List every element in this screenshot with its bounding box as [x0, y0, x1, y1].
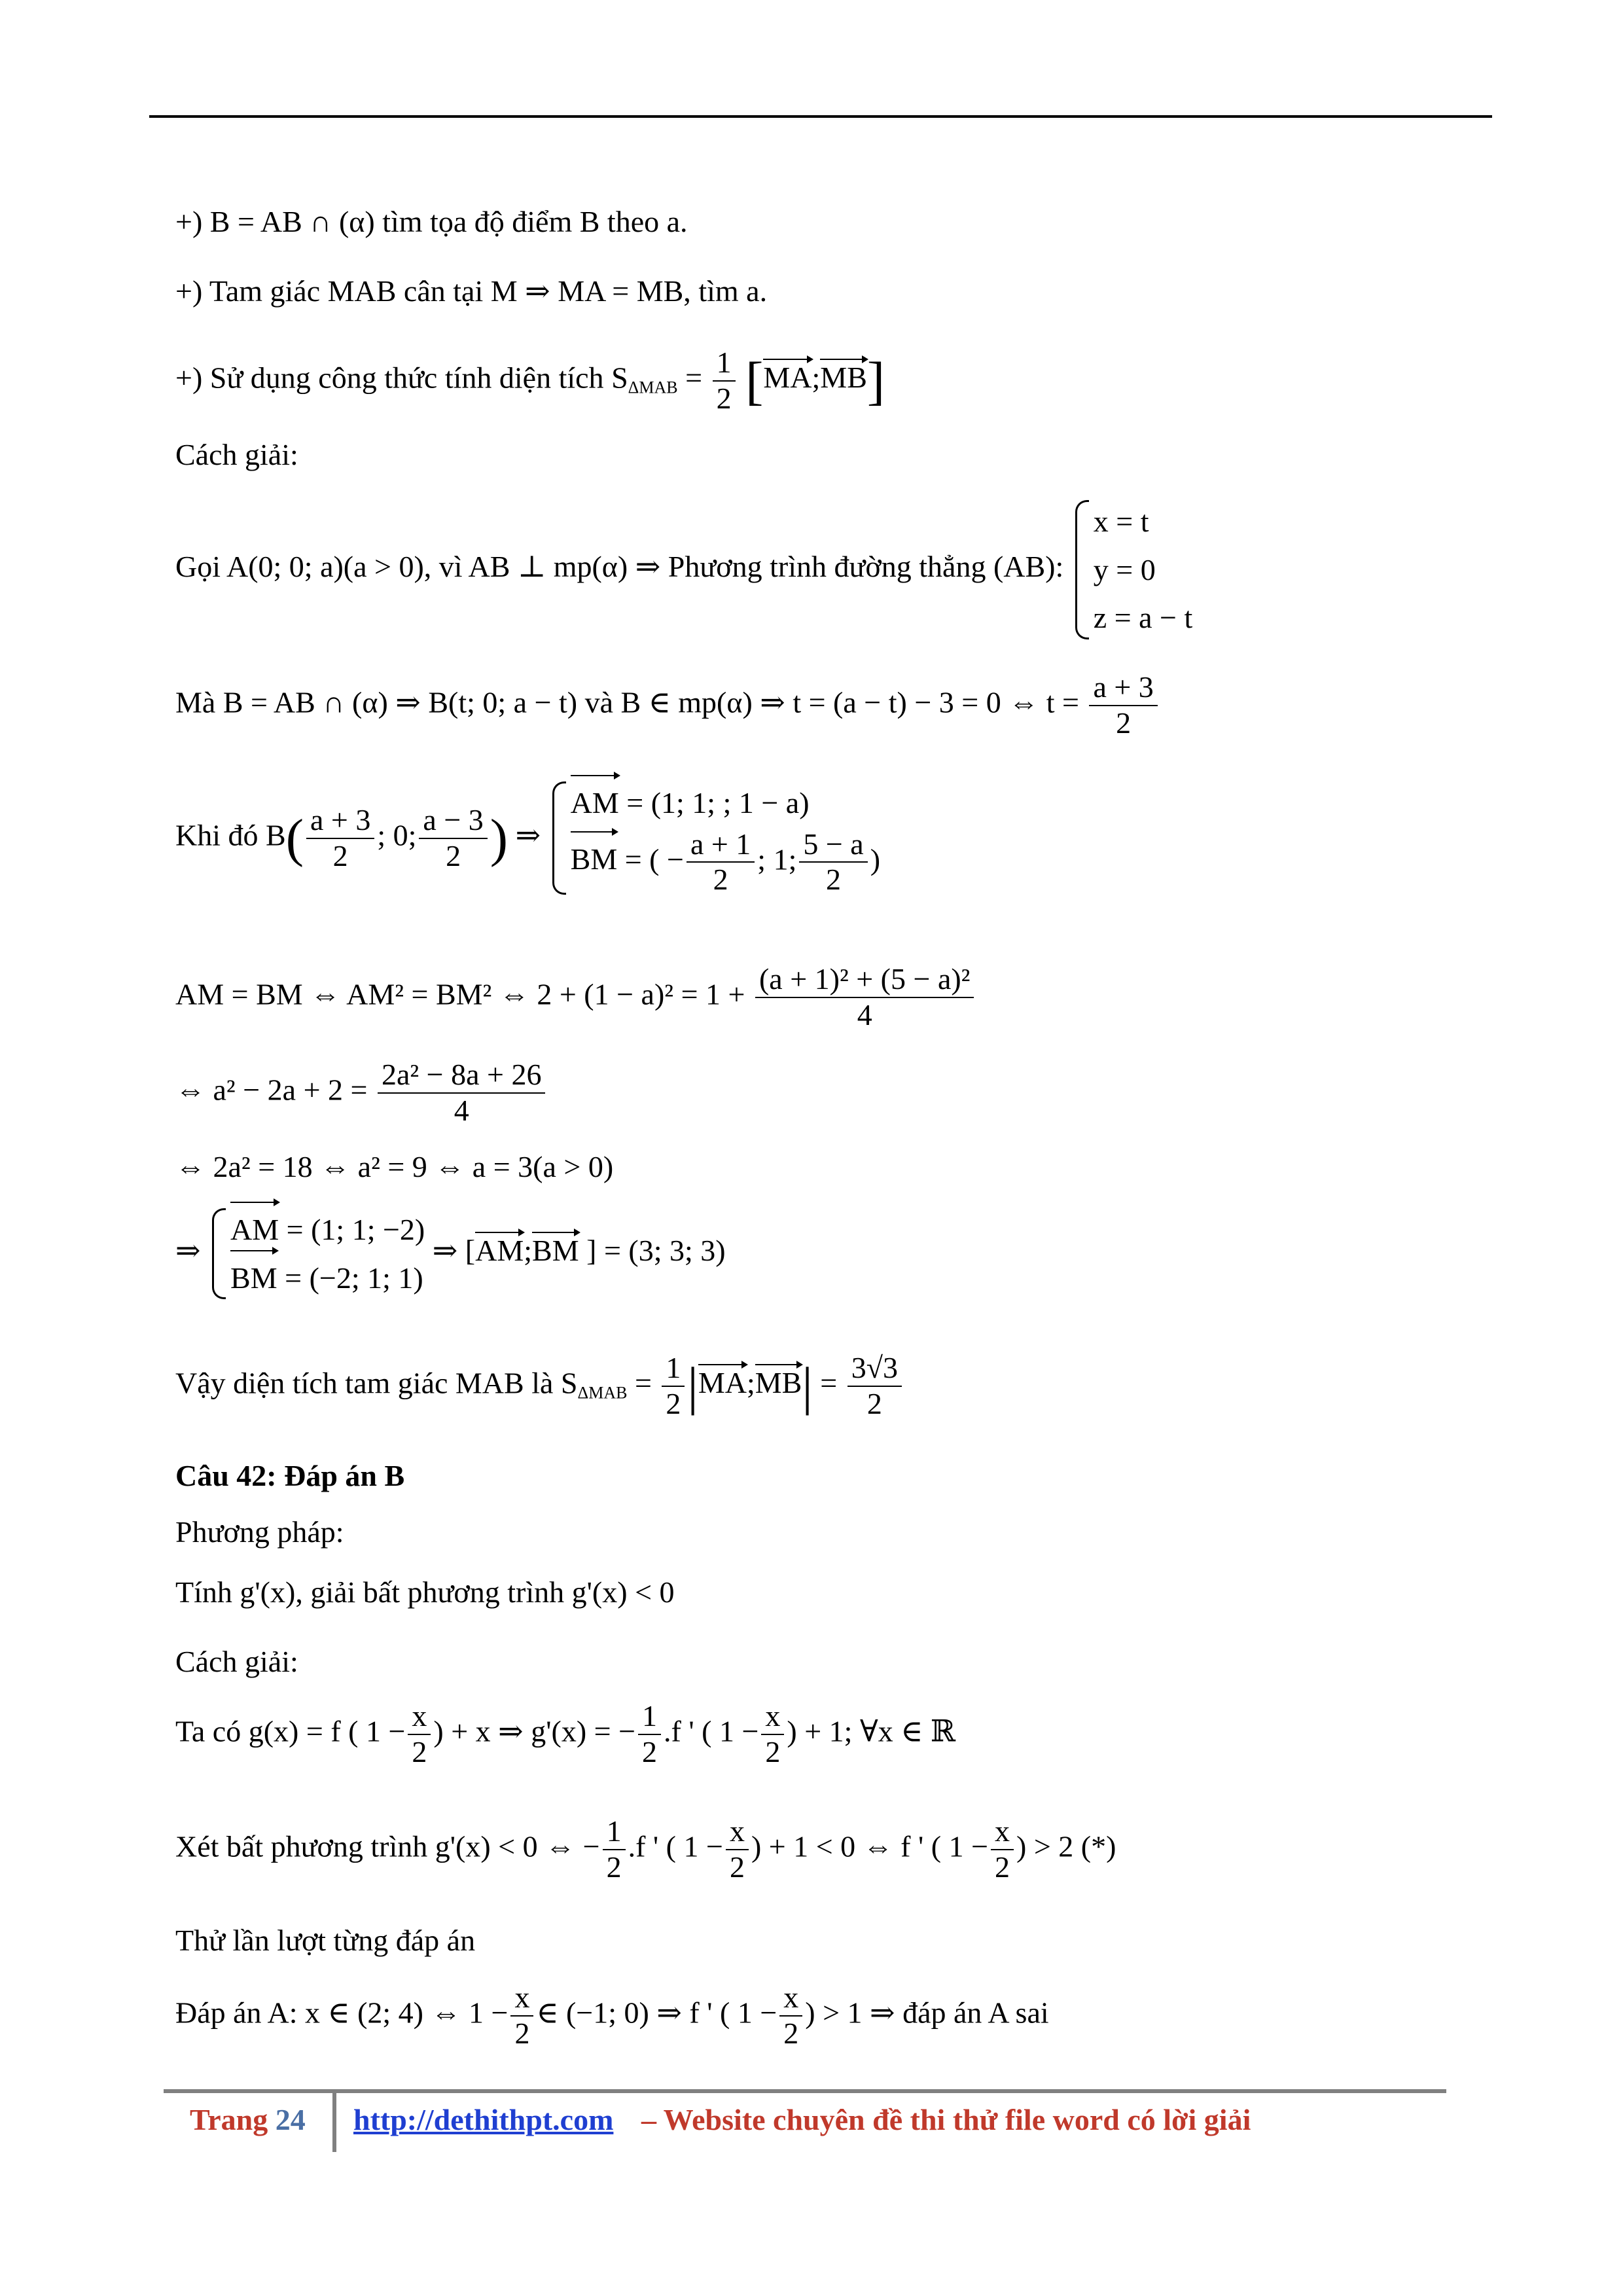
text: tìm a. [690, 274, 768, 308]
line-10: ⇔ 2a² = 18 ⇔ a² = 9 ⇔ a = 3(a > 0) [175, 1150, 614, 1183]
line-4: Cách giải: [175, 438, 298, 471]
footer-tagline: – Website chuyên đề thi thử file word có lời giải [641, 2103, 1251, 2136]
text: Gọi [175, 549, 221, 583]
line-7: Khi đó B( $\frac{a + 3}{2}$ ; 0; $\frac{a - 3}{2}$ ) ⇒ AM = (1; 1; ; 1 − a) BM = ( − $\frac{a + 1}{2}$ ; 1; $\frac{5 - a}{2}$ ) [175, 779, 880, 897]
text: +) Sử dụng công thức tính diện tích [175, 361, 604, 395]
math: ⇔ a² − 2a + 2 = [175, 1073, 368, 1107]
line-9 [175, 1058, 548, 1128]
text: Mà [175, 685, 216, 719]
footer-divider [332, 2093, 336, 2152]
fraction: $\frac{3√3}{2}$ [847, 1351, 902, 1422]
line-14: Phương pháp: [175, 1515, 344, 1549]
fraction: $\frac{1}{2}$ [662, 1351, 685, 1422]
text: +) Tam giác MAB cân tại [175, 274, 484, 308]
subscript: ΔMAB [628, 378, 678, 397]
line-5 [175, 497, 1192, 642]
text: Khi đó [175, 818, 259, 852]
page-number: Trang 24 [190, 2103, 306, 2136]
fraction: $\frac{\text{(a + 1)² + (5 − a)²}}{4}$ [755, 962, 974, 1033]
math: ⇒ [515, 818, 541, 852]
line-1 [175, 207, 688, 237]
line-17: Ta có g(x) = f ( 1 − $\frac{x}{2}$ ) + x ⇒ g'(x) = − $\frac{1}{2}$ .f ' ( 1 − $\frac{x}{2}$ ) + 1; ∀x ∈ ℝ [175, 1699, 955, 1768]
line-20: Đáp án A: x ∈ (2; 4) ⇔ 1 − $\frac{x}{2}$ ∈ (−1; 0) ⇒ f ' ( 1 − $\frac{x}{2}$ ) > 1 ⇒ đáp án A sai [175, 1981, 1049, 2050]
text: Vậy diện tích tam giác MAB là [175, 1366, 554, 1400]
math: M ⇒ MA = MB, [490, 274, 691, 308]
line-11: ⇒ AM = (1; 1; −2) BM = (−2; 1; 1) ⇒ [AM;BM ] = (3; 3; 3) [175, 1206, 726, 1302]
line-18: Xét bất phương trình g'(x) < 0 ⇔ − $\frac{1}{2}$ .f ' ( 1 − $\frac{x}{2}$ ) + 1 < 0 ⇔ f ' ( 1 − $\frac{x}{2}$ ) > 2 (*) [175, 1814, 1116, 1884]
math: ⇒ [175, 1234, 201, 1268]
fraction: $\frac{1}{2}$ [713, 346, 736, 416]
line-19: Thử lần lượt từng đáp án [175, 1924, 476, 1957]
math: A(0; 0; a)(a > 0), vì AB ⊥ mp(α) ⇒ [226, 549, 661, 583]
line-2 [175, 276, 767, 306]
math: S [611, 361, 628, 395]
math: = [685, 361, 703, 395]
header-rule [149, 115, 1492, 118]
text: tìm tọa độ điểm B theo a. [374, 205, 688, 238]
subscript: ΔMAB [577, 1383, 628, 1403]
line-6 [175, 670, 1160, 741]
footer-rule [164, 2089, 1446, 2093]
equation-system: AM = (1; 1; ; 1 − a) BM = ( − $\frac{a + 1}{2}$ ; 1; $\frac{5 - a}{2}$ ) [548, 779, 880, 897]
math: B = AB ∩ (α) [209, 205, 375, 238]
math: B [266, 818, 286, 852]
math: B = AB ∩ (α) ⇒ B(t; 0; a − t) và B ∈ mp(α) ⇒ t = (a − t) − 3 = 0 ⇔ t = [223, 685, 1079, 719]
equation-system: x = t y = 0 z = a − t [1071, 497, 1193, 642]
math: (AB): [993, 549, 1064, 583]
line-12: Vậy diện tích tam giác MAB là $S_{\Delta MAB}$ = $\frac{1}{2}$ |MA;MB| = $\frac{3√3}{2}$ [175, 1351, 904, 1422]
line-15: Tính g'(x), giải bất phương trình g'(x) < 0 [175, 1575, 675, 1609]
math: S [560, 1366, 578, 1400]
fraction: $\frac{a + 3}{2}$ [306, 803, 374, 874]
vector: BM [532, 1234, 579, 1268]
vector: MB [820, 361, 867, 395]
line-3: +) Sử dụng công thức tính diện tích $S_{\Delta MAB}$ = $\frac{1}{2}$ [MA;MB] [175, 346, 885, 415]
vector: AM [475, 1234, 524, 1268]
vector: MA [763, 361, 812, 395]
fraction: $\frac{a - 3}{2}$ [419, 803, 487, 874]
line-8 [175, 962, 976, 1033]
text: Phương trình đường thẳng [668, 549, 986, 583]
question-heading: Câu 42: Đáp án B [175, 1459, 405, 1492]
vector: MA [698, 1366, 747, 1400]
fraction: $\frac{a + 3}{2}$ [1089, 670, 1157, 741]
equation-system: AM = (1; 1; −2) BM = (−2; 1; 1) [208, 1206, 425, 1302]
line-16: Cách giải: [175, 1645, 298, 1678]
math: AM = BM ⇔ AM² = BM² ⇔ 2 + (1 − a)² = 1 + [175, 977, 745, 1011]
fraction: $\frac{\text{2a² − 8a + 26}}{4}$ [378, 1058, 546, 1128]
text: +) [175, 205, 203, 238]
website-link[interactable]: http://dethithpt.com [353, 2103, 614, 2136]
vector: MB [755, 1366, 802, 1400]
